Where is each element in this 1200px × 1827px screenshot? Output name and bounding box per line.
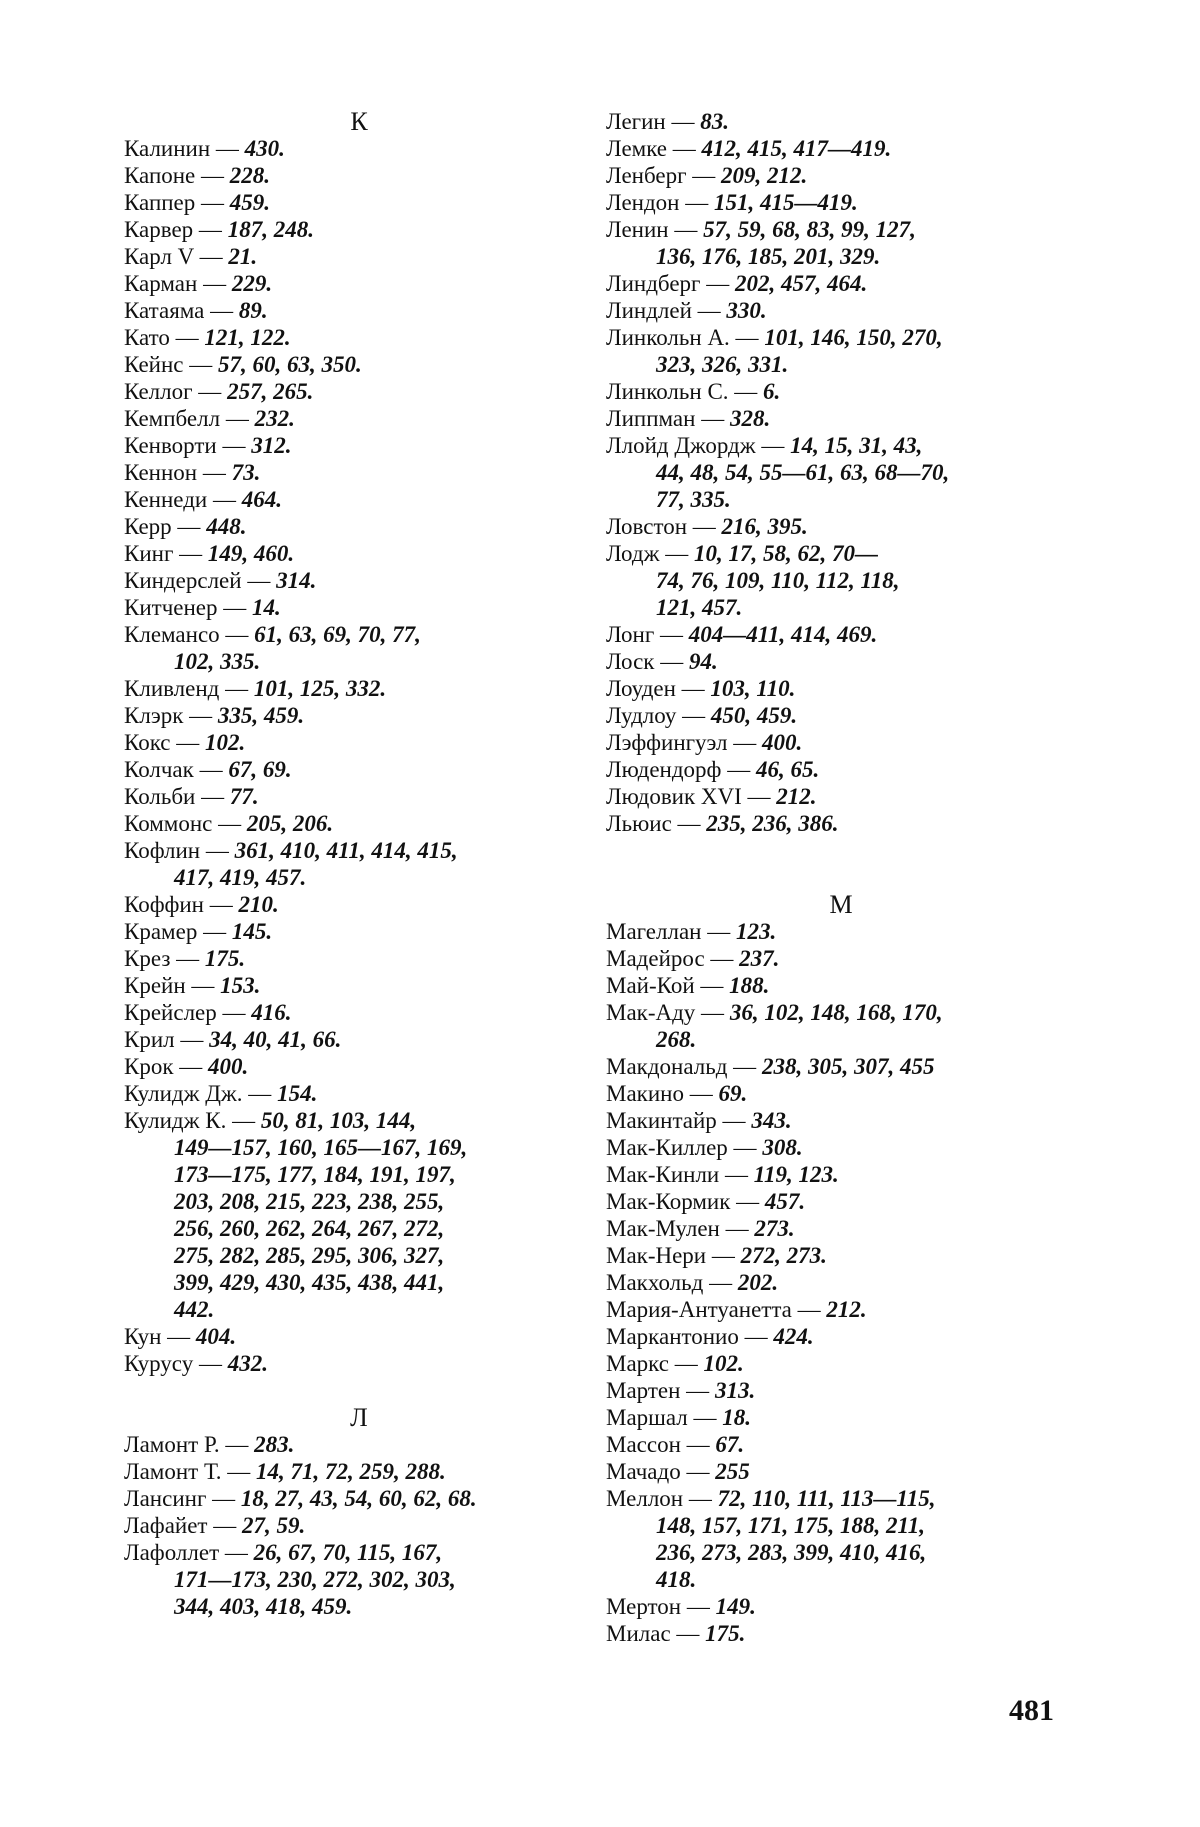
index-entry	[606, 1431, 1076, 1458]
entry-name: Катаяма —	[124, 298, 239, 323]
index-entry	[606, 324, 1076, 378]
entry-name: Киндерслей —	[124, 568, 277, 593]
entry-name: Ламонт Р. —	[124, 1432, 255, 1457]
entry-name: Кейнс —	[124, 352, 218, 377]
entry-name: Мачадо —	[606, 1459, 716, 1484]
index-entry	[124, 702, 594, 729]
index-entry	[124, 243, 594, 270]
entry-name: Линкольн С. —	[606, 379, 764, 404]
index-entry	[606, 405, 1076, 432]
section-spacer	[606, 27, 1076, 54]
entry-pages: 73.	[231, 460, 261, 485]
entry-pages: 89.	[238, 298, 268, 323]
entry-name: Колчак —	[124, 757, 229, 782]
section-spacer	[124, 54, 594, 81]
index-entry	[124, 1431, 594, 1458]
entry-pages: 273.	[754, 1216, 795, 1241]
index-column-left	[124, 0, 594, 1620]
index-entry	[124, 216, 594, 243]
entry-name: Лудлоу —	[606, 703, 711, 728]
entry-name: Курусу —	[124, 1351, 228, 1376]
entry-pages: 343.	[751, 1108, 792, 1133]
entry-name: Лендон —	[606, 190, 714, 215]
index-entry	[606, 189, 1076, 216]
entry-pages: 145.	[231, 919, 273, 944]
entry-name: Кеннон —	[124, 460, 232, 485]
entry-name: Мария-Антуанетта —	[606, 1297, 827, 1322]
index-entry	[124, 1512, 594, 1539]
entry-pages: 283.	[254, 1432, 295, 1457]
entry-name: Лемке —	[606, 136, 702, 161]
entry-pages: 175.	[204, 946, 246, 971]
entry-name: Массон —	[606, 1432, 716, 1457]
entry-name: Лансинг —	[124, 1486, 241, 1511]
entry-pages: 123.	[735, 919, 777, 944]
entry-name: Маркантонио —	[606, 1324, 774, 1349]
entry-pages: 235, 236, 386.	[706, 811, 839, 836]
index-entry	[606, 135, 1076, 162]
entry-pages: 103, 110.	[710, 676, 796, 701]
entry-pages: 151, 415—419.	[713, 190, 858, 215]
entry-pages: 57, 60, 63, 350.	[218, 352, 362, 377]
entry-pages-continuation: 268.	[656, 1027, 697, 1052]
entry-pages: 119, 123.	[753, 1162, 839, 1187]
entry-name: Льюис —	[606, 811, 707, 836]
entry-name: Мак-Аду —	[606, 1000, 730, 1025]
entry-name: Кофлин —	[124, 838, 235, 863]
index-entry	[124, 189, 594, 216]
index-entry	[606, 1296, 1076, 1323]
index-entry	[606, 972, 1076, 999]
entry-pages-continuation: 344, 403, 418, 459.	[174, 1594, 353, 1619]
entry-name: Коммонс —	[124, 811, 247, 836]
index-entry	[606, 1350, 1076, 1377]
entry-name: Крейслер —	[124, 1000, 252, 1025]
entry-name: Ловстон —	[606, 514, 722, 539]
index-column-right	[606, 0, 1076, 1647]
entry-name: Като —	[124, 325, 205, 350]
entry-name: Липпман —	[606, 406, 730, 431]
entry-pages: 101, 146, 150, 270,	[764, 325, 943, 350]
entry-pages: 432.	[227, 1351, 268, 1376]
entry-name: Маркс —	[606, 1351, 704, 1376]
entry-pages: 232.	[254, 406, 295, 431]
section-spacer	[124, 81, 594, 108]
entry-pages: 72, 110, 111, 113—115,	[717, 1486, 936, 1511]
entry-name: Магеллан —	[606, 919, 736, 944]
section-letter-heading: Л	[350, 1403, 368, 1432]
index-entry	[606, 675, 1076, 702]
section-spacer	[606, 0, 1076, 27]
entry-name: Крез —	[124, 946, 205, 971]
entry-name: Карл V —	[124, 244, 229, 269]
index-entry	[124, 999, 594, 1026]
entry-pages-continuation: 171—173, 230, 272, 302, 303,	[174, 1567, 456, 1592]
entry-name: Ллойд Джордж —	[606, 433, 791, 458]
index-entry	[124, 810, 594, 837]
index-entry	[124, 1026, 594, 1053]
entry-pages: 209, 212.	[721, 163, 808, 188]
entry-name: Кокс —	[124, 730, 206, 755]
entry-pages: 308.	[762, 1135, 803, 1160]
entry-name: Мак-Киллер —	[606, 1135, 763, 1160]
entry-name: Лэффингуэл —	[606, 730, 762, 755]
index-entry	[124, 1323, 594, 1350]
entry-pages: 450, 459.	[710, 703, 798, 728]
index-entry	[124, 567, 594, 594]
entry-name: Каппер —	[124, 190, 230, 215]
entry-name: Лоуден —	[606, 676, 711, 701]
entry-name: Келлог —	[124, 379, 228, 404]
entry-pages: 404—411, 414, 469.	[688, 622, 878, 647]
index-entry	[606, 810, 1076, 837]
section-letter-heading: М	[829, 890, 853, 919]
entry-name: Милас —	[606, 1621, 706, 1646]
entry-pages: 94.	[688, 649, 718, 674]
index-entry	[124, 1053, 594, 1080]
entry-pages-continuation: 256, 260, 262, 264, 267, 272,	[174, 1216, 445, 1241]
entry-pages: 210.	[238, 892, 279, 917]
entry-pages: 14, 15, 31, 43,	[790, 433, 923, 458]
entry-name: Клэрк —	[124, 703, 218, 728]
entry-name: Лодж —	[606, 541, 694, 566]
entry-name: Лонг —	[606, 622, 689, 647]
entry-pages: 50, 81, 103, 144,	[260, 1108, 417, 1133]
entry-pages: 202, 457, 464.	[734, 271, 868, 296]
entry-pages-continuation: 275, 282, 285, 295, 306, 327,	[174, 1243, 445, 1268]
index-entry	[124, 297, 594, 324]
index-entry	[606, 702, 1076, 729]
entry-name: Ленин —	[606, 217, 704, 242]
entry-name: Макхольд —	[606, 1270, 738, 1295]
entry-pages: 83.	[700, 109, 729, 134]
entry-pages: 14, 71, 72, 259, 288.	[255, 1459, 446, 1484]
index-entry	[124, 378, 594, 405]
entry-pages: 238, 305, 307, 455	[761, 1054, 935, 1079]
entry-name: Макино —	[606, 1081, 719, 1106]
index-entry	[606, 1188, 1076, 1215]
entry-pages: 229.	[231, 271, 273, 296]
index-entry	[124, 945, 594, 972]
index-entry	[124, 1107, 594, 1323]
entry-pages: 188.	[729, 973, 770, 998]
index-entry	[124, 432, 594, 459]
index-entry	[124, 621, 594, 675]
entry-pages: 457.	[764, 1189, 806, 1214]
index-entry	[606, 756, 1076, 783]
index-entry	[124, 837, 594, 891]
entry-pages: 328.	[729, 406, 771, 431]
entry-name: Мадейрос —	[606, 946, 740, 971]
entry-name: Людендорф —	[606, 757, 756, 782]
entry-pages: 21.	[228, 244, 258, 269]
entry-name: Линдлей —	[606, 298, 727, 323]
index-entry	[606, 1404, 1076, 1431]
section-spacer	[606, 864, 1076, 891]
index-entry	[606, 1485, 1076, 1593]
index-entry	[124, 486, 594, 513]
index-entry	[606, 432, 1076, 513]
entry-pages-continuation: 323, 326, 331.	[656, 352, 789, 377]
entry-pages-continuation: 121, 457.	[656, 595, 743, 620]
entry-pages: 237.	[739, 946, 780, 971]
entry-name: Мак-Нери —	[606, 1243, 741, 1268]
index-entry	[606, 108, 1076, 135]
entry-name: Мак-Мулен —	[606, 1216, 755, 1241]
entry-name: Капоне —	[124, 163, 230, 188]
entry-pages: 216, 395.	[721, 514, 808, 539]
index-entry	[606, 1215, 1076, 1242]
entry-pages: 212.	[776, 784, 817, 809]
entry-pages: 69.	[718, 1081, 748, 1106]
index-entry	[124, 351, 594, 378]
entry-pages: 257, 265.	[227, 379, 314, 404]
index-entry	[606, 378, 1076, 405]
entry-pages: 314.	[276, 568, 317, 593]
entry-name: Китченер —	[124, 595, 252, 620]
entry-pages: 430.	[244, 136, 285, 161]
entry-pages: 46, 65.	[755, 757, 820, 782]
index-entry	[124, 1485, 594, 1512]
entry-pages: 57, 59, 68, 83, 99, 127,	[703, 217, 916, 242]
entry-name: Кулидж Дж. —	[124, 1081, 278, 1106]
entry-pages: 412, 415, 417—419.	[701, 136, 892, 161]
entry-pages-continuation: 148, 157, 171, 175, 188, 211,	[656, 1513, 925, 1538]
index-entry	[606, 540, 1076, 621]
index-entry	[124, 729, 594, 756]
index-entry	[124, 270, 594, 297]
entry-name: Ламонт Т. —	[124, 1459, 256, 1484]
entry-name: Ленберг —	[606, 163, 721, 188]
entry-name: Макинтайр —	[606, 1108, 752, 1133]
page-number: 481	[1009, 1694, 1054, 1727]
entry-pages: 67, 69.	[228, 757, 292, 782]
entry-pages: 34, 40, 41, 66.	[209, 1027, 342, 1052]
entry-pages-continuation: 136, 176, 185, 201, 329.	[656, 244, 881, 269]
entry-name: Керр —	[124, 514, 207, 539]
entry-pages-continuation: 74, 76, 109, 110, 112, 118,	[656, 568, 900, 593]
index-entry	[124, 918, 594, 945]
entry-pages-continuation: 236, 273, 283, 399, 410, 416,	[656, 1540, 927, 1565]
entry-pages: 416.	[251, 1000, 292, 1025]
entry-pages: 448.	[206, 514, 247, 539]
entry-pages: 36, 102, 148, 168, 170,	[729, 1000, 943, 1025]
entry-pages-continuation: 149—157, 160, 165—167, 169,	[174, 1135, 468, 1160]
entry-name: Май-Кой —	[606, 973, 730, 998]
index-entry	[606, 729, 1076, 756]
entry-pages: 361, 410, 411, 414, 415,	[234, 838, 458, 863]
index-entry	[606, 1080, 1076, 1107]
entry-name: Карман —	[124, 271, 232, 296]
entry-name: Крейн —	[124, 973, 221, 998]
entry-pages-continuation: 442.	[174, 1297, 215, 1322]
index-entry	[124, 1458, 594, 1485]
entry-name: Кемпбелл —	[124, 406, 255, 431]
index-entry	[124, 135, 594, 162]
index-entry	[606, 216, 1076, 270]
index-entry	[124, 891, 594, 918]
entry-name: Кольби —	[124, 784, 230, 809]
entry-pages: 149, 460.	[207, 541, 295, 566]
entry-name: Карвер —	[124, 217, 228, 242]
entry-name: Коффин —	[124, 892, 239, 917]
section-spacer	[606, 54, 1076, 81]
entry-pages: 228.	[229, 163, 271, 188]
entry-name: Линкольн А. —	[606, 325, 765, 350]
entry-name: Макдональд —	[606, 1054, 762, 1079]
index-entry	[124, 972, 594, 999]
entry-name: Кеннеди —	[124, 487, 242, 512]
entry-pages: 313.	[714, 1378, 756, 1403]
entry-name: Мартен —	[606, 1378, 715, 1403]
index-entry	[606, 1053, 1076, 1080]
entry-pages: 14.	[252, 595, 281, 620]
entry-pages-continuation: 173—175, 177, 184, 191, 197,	[174, 1162, 456, 1187]
entry-name: Крок —	[124, 1054, 209, 1079]
entry-name: Линдберг —	[606, 271, 735, 296]
entry-pages: 187, 248.	[227, 217, 314, 242]
index-entry	[124, 756, 594, 783]
index-entry	[606, 1620, 1076, 1647]
entry-name: Кливленд —	[124, 676, 254, 701]
index-entry	[606, 1377, 1076, 1404]
entry-pages: 18, 27, 43, 54, 60, 62, 68.	[240, 1486, 477, 1511]
index-entry	[606, 621, 1076, 648]
entry-name: Мак-Кормик —	[606, 1189, 765, 1214]
index-entry	[606, 297, 1076, 324]
entry-pages: 272, 273.	[740, 1243, 827, 1268]
entry-pages: 101, 125, 332.	[253, 676, 387, 701]
entry-name: Крамер —	[124, 919, 232, 944]
index-entry	[124, 1350, 594, 1377]
index-entry	[124, 540, 594, 567]
entry-pages: 424.	[773, 1324, 814, 1349]
index-entry	[124, 594, 594, 621]
entry-name: Лафоллет —	[124, 1540, 254, 1565]
index-entry	[124, 1080, 594, 1107]
entry-pages: 10, 17, 58, 62, 70—	[693, 541, 878, 566]
entry-pages: 27, 59.	[242, 1513, 306, 1538]
entry-name: Людовик XVI —	[606, 784, 777, 809]
entry-pages: 404.	[195, 1324, 237, 1349]
entry-pages: 335, 459.	[217, 703, 305, 728]
entry-pages: 154.	[277, 1081, 318, 1106]
index-entry	[606, 1134, 1076, 1161]
index-entry	[606, 945, 1076, 972]
index-entry	[606, 648, 1076, 675]
entry-name: Легин —	[606, 109, 701, 134]
index-entry	[606, 162, 1076, 189]
index-entry	[124, 162, 594, 189]
index-entry	[606, 1107, 1076, 1134]
index-entry	[124, 513, 594, 540]
index-entry	[124, 405, 594, 432]
index-entry	[606, 783, 1076, 810]
entry-pages: 149.	[715, 1594, 756, 1619]
entry-pages: 102.	[205, 730, 246, 755]
index-entry	[124, 459, 594, 486]
entry-pages: 18.	[722, 1405, 752, 1430]
entry-pages: 77.	[229, 784, 259, 809]
entry-pages-continuation: 418.	[656, 1567, 697, 1592]
entry-name: Кинг —	[124, 541, 208, 566]
entry-pages: 102.	[703, 1351, 744, 1376]
entry-pages-continuation: 44, 48, 54, 55—61, 63, 68—70,	[656, 460, 950, 485]
entry-pages-continuation: 399, 429, 430, 435, 438, 441,	[174, 1270, 445, 1295]
index-entry	[606, 1593, 1076, 1620]
entry-pages: 400.	[208, 1054, 249, 1079]
section-spacer	[124, 0, 594, 27]
index-entry	[606, 999, 1076, 1053]
section-letter-heading: К	[350, 107, 368, 136]
index-entry	[124, 675, 594, 702]
entry-name: Кенворти —	[124, 433, 252, 458]
entry-pages-continuation: 203, 208, 215, 223, 238, 255,	[174, 1189, 445, 1214]
index-entry	[124, 1539, 594, 1620]
entry-pages: 312.	[251, 433, 292, 458]
entry-pages-continuation: 77, 335.	[656, 487, 731, 512]
entry-name: Калинин —	[124, 136, 245, 161]
entry-name: Кулидж К. —	[124, 1108, 261, 1133]
entry-pages-continuation: 102, 335.	[174, 649, 261, 674]
entry-pages-continuation: 417, 419, 457.	[174, 865, 307, 890]
entry-pages: 212.	[826, 1297, 867, 1322]
section-spacer	[606, 81, 1076, 108]
entry-pages: 175.	[705, 1621, 746, 1646]
entry-pages: 121, 122.	[204, 325, 291, 350]
index-entry	[606, 1323, 1076, 1350]
entry-name: Лоск —	[606, 649, 689, 674]
entry-pages: 459.	[229, 190, 271, 215]
entry-pages: 464.	[241, 487, 282, 512]
entry-name: Лафайет —	[124, 1513, 242, 1538]
index-entry	[606, 270, 1076, 297]
entry-pages: 6.	[763, 379, 781, 404]
index-entry	[124, 783, 594, 810]
entry-pages: 400.	[762, 730, 803, 755]
index-entry	[606, 918, 1076, 945]
entry-name: Клемансо —	[124, 622, 255, 647]
entry-pages: 153.	[220, 973, 261, 998]
entry-name: Кун —	[124, 1324, 196, 1349]
section-spacer	[124, 27, 594, 54]
index-entry	[606, 1161, 1076, 1188]
section-spacer	[124, 1377, 594, 1404]
index-entry	[606, 1458, 1076, 1485]
entry-pages: 205, 206.	[246, 811, 334, 836]
entry-pages: 67.	[715, 1432, 745, 1457]
entry-pages: 26, 67, 70, 115, 167,	[253, 1540, 443, 1565]
index-entry	[606, 1269, 1076, 1296]
entry-pages: 61, 63, 69, 70, 77,	[254, 622, 421, 647]
entry-name: Мак-Кинли —	[606, 1162, 754, 1187]
entry-pages: 202.	[737, 1270, 779, 1295]
entry-pages: 255	[715, 1459, 750, 1484]
entry-name: Крил —	[124, 1027, 210, 1052]
index-entry	[124, 324, 594, 351]
entry-name: Маршал —	[606, 1405, 723, 1430]
index-entry	[606, 513, 1076, 540]
index-entry	[606, 1242, 1076, 1269]
entry-name: Мертон —	[606, 1594, 716, 1619]
entry-pages: 330.	[726, 298, 767, 323]
entry-name: Меллон —	[606, 1486, 718, 1511]
section-spacer	[606, 837, 1076, 864]
